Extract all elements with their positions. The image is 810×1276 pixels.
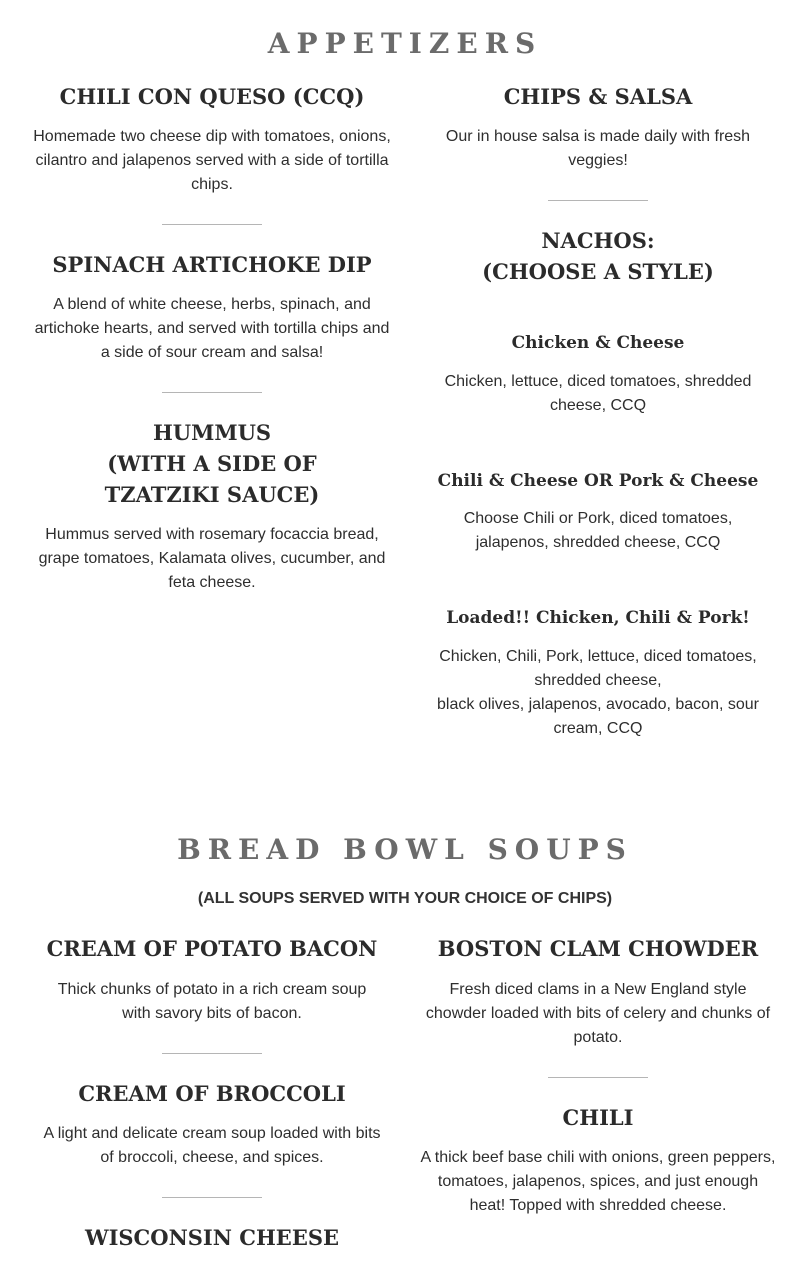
item-subtitle: (CHOOSE A STYLE) [482,259,714,284]
divider [162,1197,262,1198]
menu-item-chili [420,1102,776,1218]
menu-item-wisconsin-cheese [30,1222,394,1253]
item-description: Fresh diced clams in a New England style chowder loaded with bits of celery and chunks of potato. [425,981,771,1046]
divider [548,1077,648,1078]
soups-left-column [30,0,394,1276]
item-description: A blend of white cheese, herbs, spinach, and artichoke hearts, and served with tortilla chips and a side of sour cream and salsa! [34,296,390,361]
nacho-style-description: Choose Chili or Pork, diced tomatoes, jalapenos, shredded cheese, CCQ [463,510,733,551]
menu-item-boston-clam-chowder [420,933,776,1050]
item-title: CREAM OF BROCCOLI [78,1081,346,1106]
bread-bowl-soups-heading: BREAD BOWL SOUPS [177,833,633,866]
item-title: BOSTON CLAM CHOWDER [437,936,759,961]
nacho-style-description-continued: black olives, jalapenos, avocado, bacon, sour cream, CCQ [437,696,759,737]
nacho-style-description: Chicken, lettuce, diced tomatoes, shredded cheese, CCQ [444,373,752,414]
item-title: SPINACH ARTICHOKE DIP [52,252,372,277]
item-title: CHIPS & SALSA [503,84,693,109]
menu-item-cream-of-broccoli [30,1078,394,1170]
item-title: WISCONSIN CHEESE [84,1225,339,1250]
item-description: A light and delicate cream soup loaded with bits of broccoli, cheese, and spices. [43,1125,381,1166]
nacho-style-description: Chicken, Chili, Pork, lettuce, diced tomatoes, shredded cheese, [439,648,757,689]
item-subtitle: (WITH A SIDE OF TZATZIKI SAUCE) [104,451,320,507]
divider [162,1053,262,1054]
item-description: Hummus served with rosemary focaccia bread, grape tomatoes, Kalamata olives, cucumber, and feta cheese. [38,526,386,591]
item-description: A thick beef base chili with onions, green peppers, tomatoes, jalapenos, spices, and just enough heat! Topped with shredded cheese. [420,1149,776,1214]
item-description: Our in house salsa is made daily with fresh veggies! [445,128,751,169]
appetizers-heading: APPETIZERS [267,27,543,60]
nacho-style-title: Chili & Cheese OR Pork & Cheese [437,471,759,491]
item-title: CHILI [562,1105,634,1130]
item-description: Thick chunks of potato in a rich cream soup with savory bits of bacon. [57,981,367,1022]
menu-item-cream-of-potato-bacon [30,933,394,1026]
soups-note: (ALL SOUPS SERVED WITH YOUR CHOICE OF CHIPS) [197,890,613,907]
item-description: Homemade two cheese dip with tomatoes, onions, cilantro and jalapenos served with a side of tortilla chips. [33,128,391,193]
soups-right-column [420,0,776,1276]
nacho-style-title: Loaded!! Chicken, Chili & Pork! [446,608,750,628]
item-title: CHILI CON QUESO (CCQ) [59,84,365,109]
item-title: HUMMUS [152,420,272,445]
item-title: NACHOS: [541,228,655,253]
item-title: CREAM OF POTATO BACON [46,936,378,961]
nacho-style-title: Chicken & Cheese [511,333,685,353]
